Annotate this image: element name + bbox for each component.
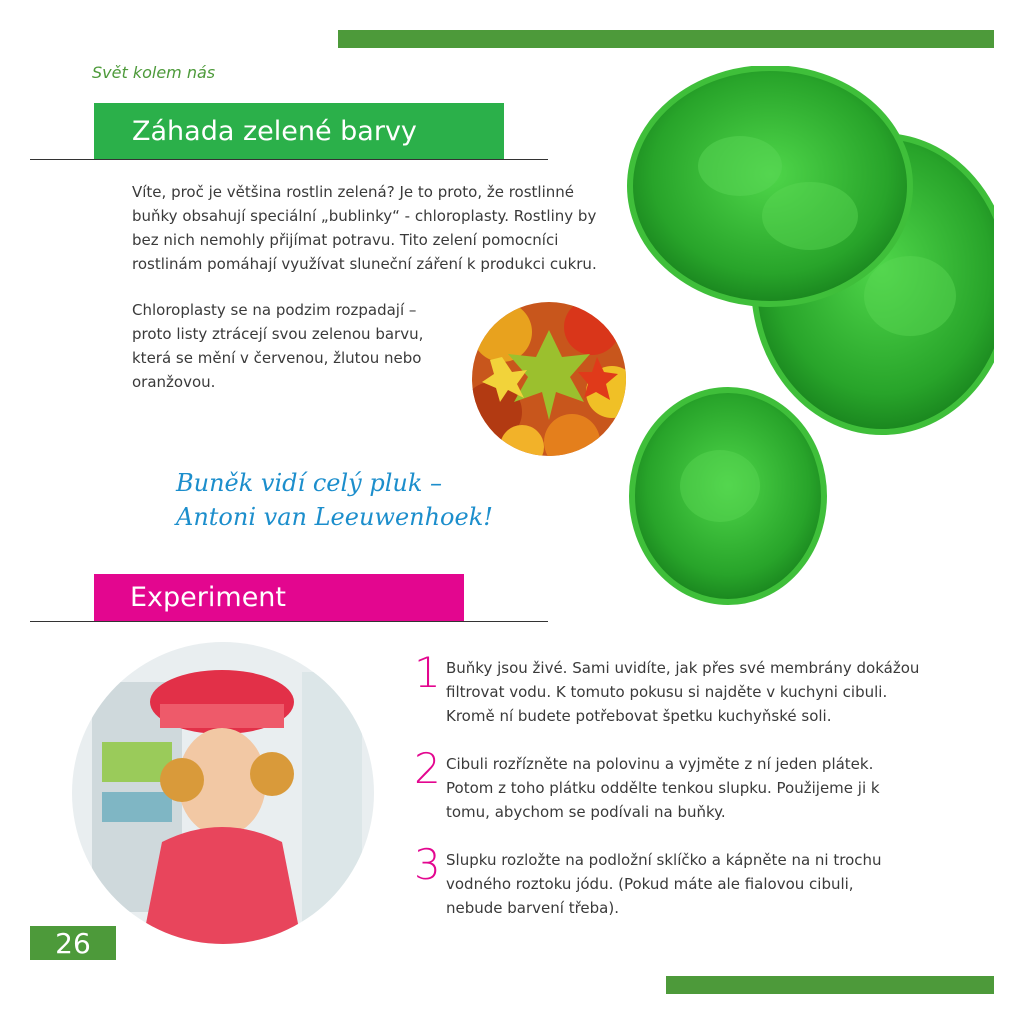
quote-line-2: Antoni van Leeuwenhoek! (176, 503, 493, 531)
chloroplast-paragraph: Chloroplasty se na podzim rozpadají – proto listy ztrácejí svou zelenou barvu, která se mění v červenou, žlutou nebo oranžovou. (132, 301, 424, 391)
step-text-3: Slupku rozložte na podložní sklíčko a kápněte na ni trochu vodného roztoku jódu. (Pokud máte ale fialovou cibuli, nebude barvení třeba). (446, 851, 882, 917)
experiment-heading: Experiment (94, 574, 464, 621)
quote (176, 466, 496, 534)
autumn-leaves-image (472, 302, 626, 456)
quote-line-1: Buněk vidí celý pluk – (176, 469, 443, 497)
step-number-2: 2 (414, 744, 441, 793)
title-underline (30, 159, 548, 160)
experiment-underline (30, 621, 548, 622)
bottom-decor-bar (666, 976, 994, 994)
page-title: Záhada zelené barvy (94, 103, 504, 159)
page-number: 26 (30, 926, 116, 960)
chloroplast-illustration (620, 66, 994, 610)
step-number-1: 1 (414, 648, 441, 697)
intro-paragraph: Víte, proč je většina rostlin zelená? Je to proto, že rostlinné buňky obsahují speciální „bublinky“ - chloroplasty. Rostliny by bez nich nemohly přijímat potravu. Tito zelení pomocníci rostlinám pomáhají využívat sluneční záření k produkci cukru. (132, 183, 597, 273)
step-text-2: Cibuli rozřízněte na polovinu a vyjměte z ní jeden plátek. Potom z toho plátku oddělte tenkou slupku. Použijeme ji k tomu, abychom se podívali na buňky. (446, 755, 880, 821)
section-label: Svět kolem nás (92, 63, 216, 82)
top-decor-bar (338, 30, 994, 48)
step-number-3: 3 (414, 840, 441, 889)
step-text-1: Buňky jsou živé. Sami uvidíte, jak přes své membrány dokážou filtrovat vodu. K tomuto pokusu si najděte v kuchyni cibuli. Kromě ní budete potřebovat špetku kuchyňské soli. (446, 659, 920, 725)
girl-with-onions-image (72, 642, 374, 944)
